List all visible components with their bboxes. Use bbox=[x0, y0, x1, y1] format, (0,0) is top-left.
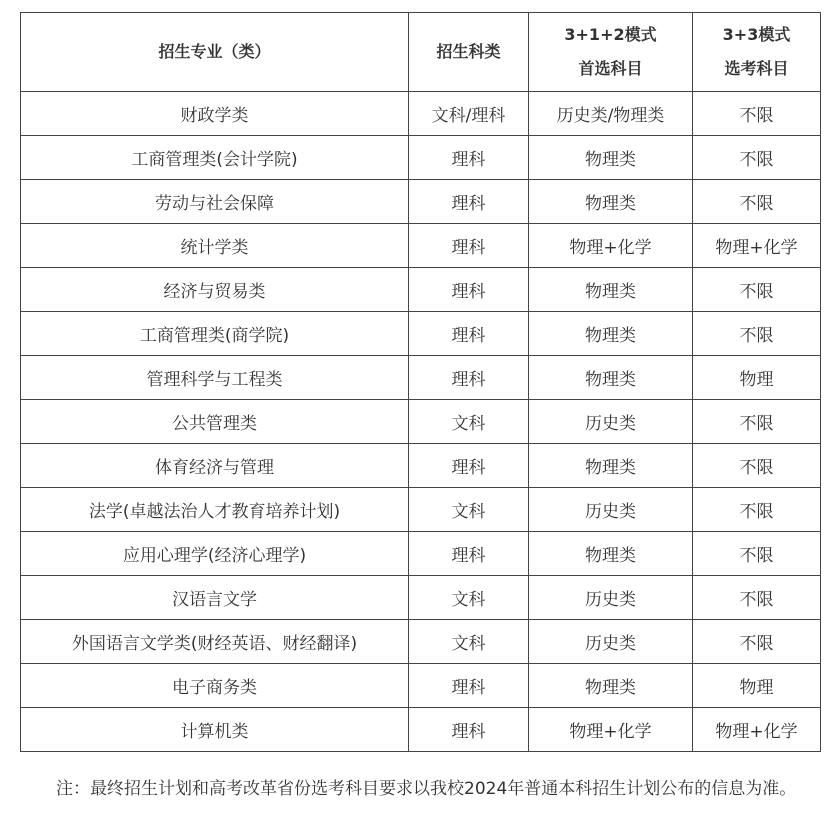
header-major: 招生专业（类） bbox=[21, 13, 409, 92]
cell-mode-312-subject: 物理类 bbox=[529, 136, 693, 180]
cell-mode-33-subject: 不限 bbox=[693, 180, 821, 224]
header-mode-33-subtitle: 选考科目 bbox=[724, 59, 789, 78]
cell-mode-33-subject: 物理 bbox=[693, 664, 821, 708]
cell-category: 理科 bbox=[409, 664, 529, 708]
cell-category: 理科 bbox=[409, 268, 529, 312]
header-mode-312 bbox=[529, 13, 693, 92]
cell-category: 文科 bbox=[409, 488, 529, 532]
table-row bbox=[21, 224, 821, 268]
cell-mode-33-subject: 不限 bbox=[693, 576, 821, 620]
table-row bbox=[21, 664, 821, 708]
cell-major: 经济与贸易类 bbox=[21, 268, 409, 312]
cell-mode-312-subject: 物理+化学 bbox=[529, 224, 693, 268]
cell-mode-312-subject: 历史类/物理类 bbox=[529, 92, 693, 136]
cell-mode-312-subject: 物理类 bbox=[529, 532, 693, 576]
table-header-row bbox=[21, 13, 821, 92]
cell-mode-312-subject: 历史类 bbox=[529, 488, 693, 532]
cell-major: 财政学类 bbox=[21, 92, 409, 136]
cell-category: 理科 bbox=[409, 444, 529, 488]
table-row bbox=[21, 488, 821, 532]
table-row bbox=[21, 136, 821, 180]
cell-mode-312-subject: 物理类 bbox=[529, 444, 693, 488]
table-row bbox=[21, 268, 821, 312]
header-mode-312-subtitle: 首选科目 bbox=[578, 59, 643, 78]
cell-mode-33-subject: 不限 bbox=[693, 312, 821, 356]
cell-category: 文科 bbox=[409, 620, 529, 664]
cell-major: 外国语言文学类(财经英语、财经翻译) bbox=[21, 620, 409, 664]
cell-mode-312-subject: 物理类 bbox=[529, 180, 693, 224]
cell-mode-33-subject: 不限 bbox=[693, 400, 821, 444]
cell-major: 应用心理学(经济心理学) bbox=[21, 532, 409, 576]
cell-mode-33-subject: 不限 bbox=[693, 136, 821, 180]
cell-category: 理科 bbox=[409, 180, 529, 224]
cell-mode-312-subject: 历史类 bbox=[529, 400, 693, 444]
cell-major: 电子商务类 bbox=[21, 664, 409, 708]
cell-mode-312-subject: 物理类 bbox=[529, 268, 693, 312]
table-row bbox=[21, 312, 821, 356]
table-row bbox=[21, 356, 821, 400]
table-body bbox=[21, 92, 821, 752]
table-row bbox=[21, 92, 821, 136]
cell-mode-33-subject: 物理+化学 bbox=[693, 708, 821, 752]
cell-major: 计算机类 bbox=[21, 708, 409, 752]
cell-major: 法学(卓越法治人才教育培养计划) bbox=[21, 488, 409, 532]
footnote: 注：最终招生计划和高考改革省份选考科目要求以我校2024年普通本科招生计划公布的信息为准。 bbox=[56, 779, 797, 799]
table-row bbox=[21, 576, 821, 620]
table-row bbox=[21, 180, 821, 224]
cell-mode-33-subject: 不限 bbox=[693, 488, 821, 532]
cell-mode-312-subject: 历史类 bbox=[529, 576, 693, 620]
cell-major: 工商管理类(会计学院) bbox=[21, 136, 409, 180]
cell-mode-312-subject: 物理类 bbox=[529, 664, 693, 708]
cell-major: 工商管理类(商学院) bbox=[21, 312, 409, 356]
cell-mode-312-subject: 物理类 bbox=[529, 312, 693, 356]
cell-major: 汉语言文学 bbox=[21, 576, 409, 620]
cell-major: 公共管理类 bbox=[21, 400, 409, 444]
cell-mode-33-subject: 不限 bbox=[693, 444, 821, 488]
header-mode-312-title: 3+1+2模式 bbox=[564, 25, 657, 44]
cell-mode-312-subject: 历史类 bbox=[529, 620, 693, 664]
cell-category: 文科 bbox=[409, 576, 529, 620]
cell-mode-312-subject: 物理+化学 bbox=[529, 708, 693, 752]
table-row bbox=[21, 444, 821, 488]
cell-major: 统计学类 bbox=[21, 224, 409, 268]
cell-category: 理科 bbox=[409, 136, 529, 180]
header-category: 招生科类 bbox=[409, 13, 529, 92]
cell-mode-33-subject: 不限 bbox=[693, 268, 821, 312]
admission-subject-table bbox=[20, 12, 821, 752]
cell-category: 理科 bbox=[409, 708, 529, 752]
cell-category: 文科 bbox=[409, 400, 529, 444]
cell-mode-312-subject: 物理类 bbox=[529, 356, 693, 400]
table-row bbox=[21, 532, 821, 576]
cell-major: 管理科学与工程类 bbox=[21, 356, 409, 400]
cell-category: 理科 bbox=[409, 312, 529, 356]
table-row bbox=[21, 400, 821, 444]
header-mode-33 bbox=[693, 13, 821, 92]
cell-major: 劳动与社会保障 bbox=[21, 180, 409, 224]
cell-mode-33-subject: 物理+化学 bbox=[693, 224, 821, 268]
header-mode-33-title: 3+3模式 bbox=[722, 25, 791, 44]
cell-mode-33-subject: 不限 bbox=[693, 532, 821, 576]
cell-major: 体育经济与管理 bbox=[21, 444, 409, 488]
cell-category: 理科 bbox=[409, 224, 529, 268]
cell-mode-33-subject: 不限 bbox=[693, 620, 821, 664]
table-row bbox=[21, 620, 821, 664]
table-row bbox=[21, 708, 821, 752]
cell-mode-33-subject: 不限 bbox=[693, 92, 821, 136]
cell-category: 理科 bbox=[409, 356, 529, 400]
cell-category: 理科 bbox=[409, 532, 529, 576]
cell-mode-33-subject: 物理 bbox=[693, 356, 821, 400]
cell-category: 文科/理科 bbox=[409, 92, 529, 136]
